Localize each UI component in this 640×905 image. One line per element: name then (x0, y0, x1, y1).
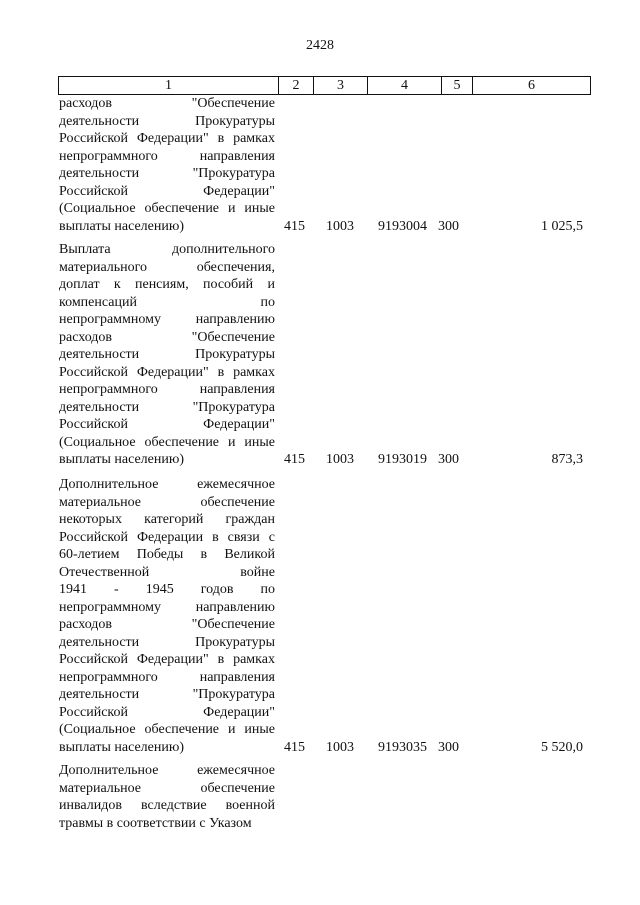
description-line: 60-летием Победы в Великой (59, 547, 275, 562)
row-description (59, 95, 275, 235)
description-line: Российской Федерации" в рамках (59, 131, 275, 146)
column-header-1: 1 (59, 77, 279, 95)
column-header-6: 6 (473, 77, 591, 95)
column-header-5: 5 (442, 77, 473, 95)
row-description (59, 241, 275, 469)
description-line: расходов "Обеспечение (59, 617, 275, 632)
description-line: Российской Федерации" (59, 704, 275, 720)
row-amount: 1 025,5 (541, 218, 583, 234)
row-code-4: 9193035 (378, 739, 427, 755)
column-header-2: 2 (279, 77, 314, 95)
description-line: инвалидов вследствие военной (59, 798, 275, 813)
description-line: деятельности Прокуратуры (59, 347, 275, 362)
description-line: выплаты населению) (59, 218, 184, 234)
page-number: 2428 (306, 38, 334, 53)
description-line: непрограммного направления (59, 148, 275, 164)
description-line: материальное обеспечение (59, 494, 275, 510)
description-line: деятельности Прокуратуры (59, 113, 275, 129)
description-line: расходов "Обеспечение (59, 329, 275, 345)
row-code-2: 415 (284, 218, 305, 234)
column-header-row (59, 77, 591, 95)
row-code-3: 1003 (326, 218, 354, 234)
row-code-2: 415 (284, 739, 305, 755)
column-header-table (58, 76, 591, 95)
row-code-5: 300 (438, 452, 459, 467)
description-line: Дополнительное ежемесячное (59, 763, 275, 778)
row-amount: 873,3 (551, 452, 583, 467)
description-line: непрограммного направления (59, 669, 275, 685)
description-line: непрограммному направлению (59, 599, 275, 615)
description-line: деятельности "Прокуратура (59, 399, 275, 415)
description-line: некоторых категорий граждан (59, 512, 275, 527)
description-line: Российской Федерации" (59, 417, 275, 432)
description-line: 1941 - 1945 годов по (59, 582, 275, 597)
description-line: непрограммного направления (59, 382, 275, 397)
row-code-3: 1003 (326, 739, 354, 755)
description-line: травмы в соответствии с Указом (59, 815, 252, 831)
description-line: Выплата дополнительного (59, 242, 275, 257)
description-line: материального обеспечения, (59, 259, 275, 275)
description-line: (Социальное обеспечение и иные (59, 201, 275, 216)
row-code-5: 300 (438, 739, 459, 755)
row-code-3: 1003 (326, 452, 354, 467)
description-line: выплаты населению) (59, 452, 184, 467)
description-line: компенсаций по (59, 294, 275, 310)
description-line: (Социальное обеспечение и иные (59, 434, 275, 450)
description-line: доплат к пенсиям, пособий и (59, 277, 275, 292)
description-line: непрограммному направлению (59, 312, 275, 327)
row-code-4: 9193019 (378, 452, 427, 467)
row-amount: 5 520,0 (541, 739, 583, 755)
description-line: расходов "Обеспечение (59, 96, 275, 111)
description-line: выплаты населению) (59, 739, 184, 755)
description-line: Российской Федерации" (59, 183, 275, 199)
row-code-4: 9193004 (378, 218, 427, 234)
description-line: деятельности "Прокуратура (59, 687, 275, 702)
description-line: (Социальное обеспечение и иные (59, 722, 275, 737)
row-description (59, 476, 275, 756)
row-description (59, 762, 275, 832)
description-line: Российской Федерации" в рамках (59, 364, 275, 380)
row-code-5: 300 (438, 218, 459, 234)
column-header-3: 3 (314, 77, 368, 95)
description-line: Дополнительное ежемесячное (59, 477, 275, 492)
description-line: деятельности Прокуратуры (59, 634, 275, 650)
row-code-2: 415 (284, 452, 305, 467)
description-line: материальное обеспечение (59, 780, 275, 796)
description-line: Российской Федерации" в рамках (59, 652, 275, 667)
description-line: Российской Федерации в связи с (59, 529, 275, 545)
column-header-4: 4 (368, 77, 442, 95)
description-line: Отечественной войне (59, 564, 275, 580)
description-line: деятельности "Прокуратура (59, 166, 275, 181)
